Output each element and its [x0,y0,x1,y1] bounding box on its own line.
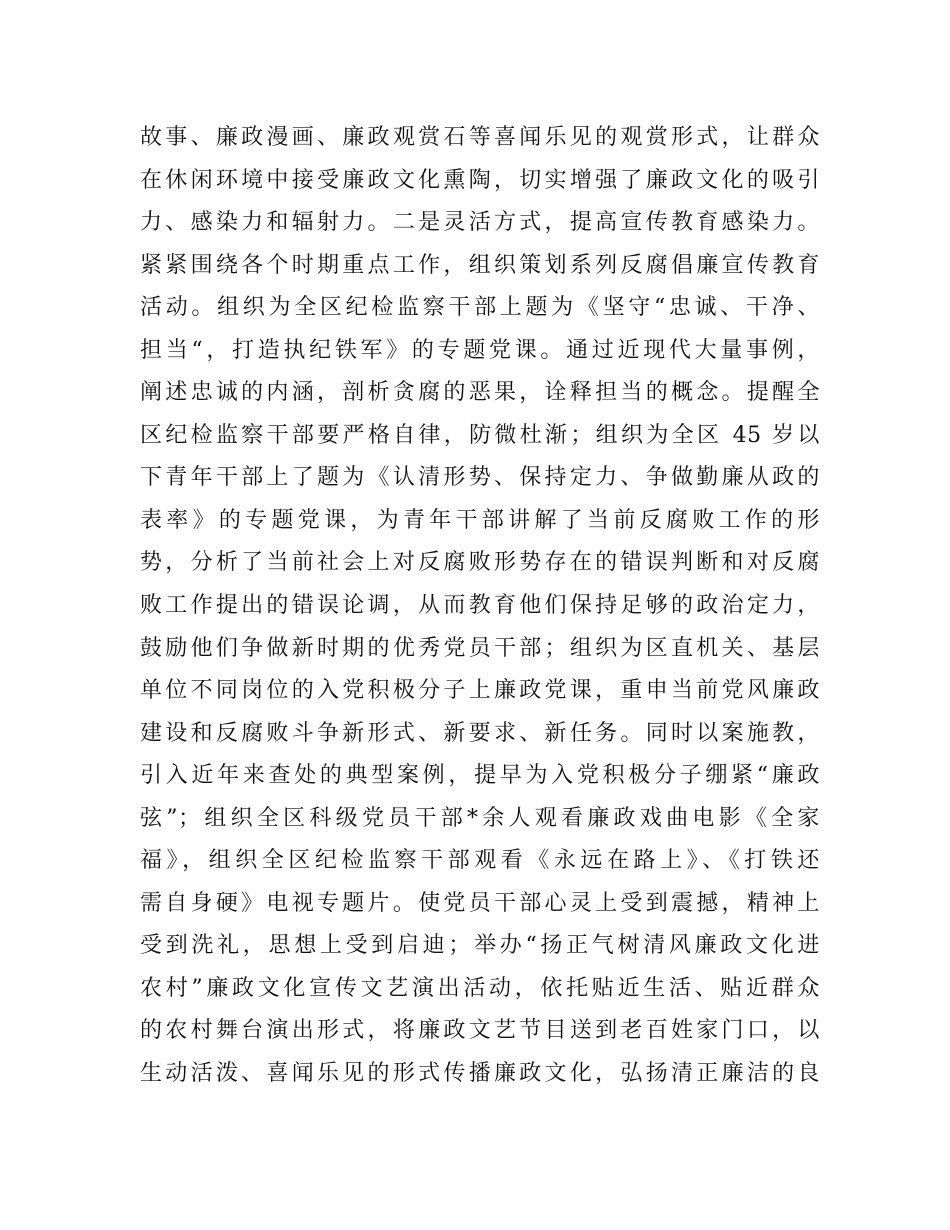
text-line: 福》，组织全区纪检监察干部观看《永远在路上》、《打铁还 [140,848,820,874]
text-line: 担当“，打造执纪铁军》的专题党课。通过近现代大量事例， [140,337,820,363]
text-line: 农村”廉政文化宣传文艺演出活动，依托贴近生活、贴近群众 [140,975,820,1001]
body-paragraph [140,117,820,1096]
text-line: 的农村舞台演出形式，将廉政文艺节目送到老百姓家门口，以 [140,1018,820,1044]
text-line: 区纪检监察干部要严格自律，防微杜渐；组织为全区 45 岁以 [140,422,820,448]
text-line: 紧紧围绕各个时期重点工作，组织策划系列反腐倡廉宣传教育 [140,252,820,278]
text-line: 活动。组织为全区纪检监察干部上题为《坚守“忠诚、干净、 [140,295,820,321]
text-line: 受到洗礼，思想上受到启迪；举办“扬正气树清风廉政文化进 [140,933,820,959]
text-line: 败工作提出的错误论调，从而教育他们保持足够的政治定力， [140,593,820,619]
text-line: 建设和反腐败斗争新形式、新要求、新任务。同时以案施教， [140,720,820,746]
text-line: 引入近年来查处的典型案例，提早为入党积极分子绷紧“廉政 [140,763,820,789]
text-line: 故事、廉政漫画、廉政观赏石等喜闻乐见的观赏形式，让群众 [140,125,820,150]
text-line: 势，分析了当前社会上对反腐败形势存在的错误判断和对反腐 [140,550,820,576]
text-line: 下青年干部上了题为《认清形势、保持定力、争做勤廉从政的 [140,465,820,491]
text-line: 鼓励他们争做新时期的优秀党员干部；组织为区直机关、基层 [140,635,820,661]
text-line: 需自身硬》电视专题片。使党员干部心灵上受到震撼，精神上 [140,890,820,916]
text-line: 在休闲环境中接受廉政文化熏陶，切实增强了廉政文化的吸引 [140,167,820,193]
text-line: 力、感染力和辐射力。二是灵活方式，提高宣传教育感染力。 [140,210,820,236]
text-line: 表率》的专题党课，为青年干部讲解了当前反腐败工作的形 [140,507,820,533]
text-line: 弦”；组织全区科级党员干部*余人观看廉政戏曲电影《全家 [140,805,820,831]
text-line: 单位不同岗位的入党积极分子上廉政党课，重申当前党风廉政 [140,678,820,704]
text-line: 生动活泼、喜闻乐见的形式传播廉政文化，弘扬清正廉洁的良 [140,1061,820,1087]
text-line: 阐述忠诚的内涵，剖析贪腐的恶果，诠释担当的概念。提醒全 [140,380,820,406]
